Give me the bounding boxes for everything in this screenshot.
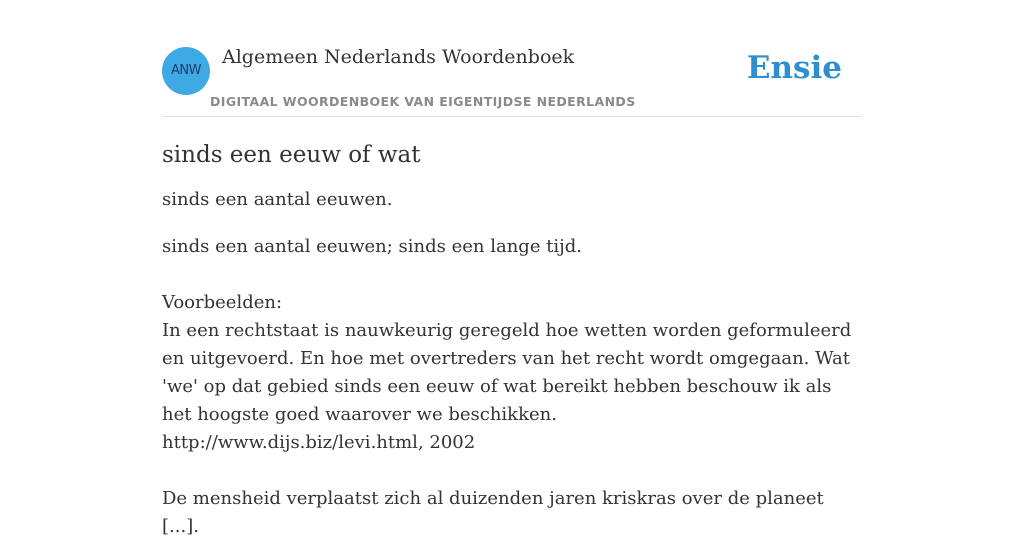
example-text: In een rechtstaat is nauwkeurig geregeld hoe wetten worden geformuleerd en uitgevoerd. En hoe met overtreders van het recht wordt omgegaan. Wat 'we' op dat gebied sinds een eeuw of wat bereikt hebben beschouw ik als het hoogste goed waarover we beschikken. [162,320,852,425]
example-text: De mensheid verplaatst zich al duizenden jaren kriskras over de planeet [...]. [162,488,824,537]
ensie-brand-logo[interactable]: Ensie [746,50,842,86]
entry-content [162,136,862,541]
long-definition: sinds een aantal eeuwen; sinds een lange tijd. [162,236,583,257]
short-definition: sinds een aantal eeuwen. [162,189,393,210]
site-header [162,46,862,117]
spacer [162,457,862,485]
anw-logo[interactable]: ANW [162,47,210,95]
site-title[interactable]: Algemeen Nederlands Woordenboek [222,46,575,68]
long-definition-block [162,233,862,541]
spacer [162,261,862,289]
examples-heading: Voorbeelden: [162,292,283,313]
site-subtitle: DIGITAAL WOORDENBOEK VAN EIGENTIJDSE NEDERLANDS [210,94,636,109]
entry-term: sinds een eeuw of wat [162,142,421,168]
example-source: http://www.dijs.biz/levi.html, 2002 [162,432,476,453]
